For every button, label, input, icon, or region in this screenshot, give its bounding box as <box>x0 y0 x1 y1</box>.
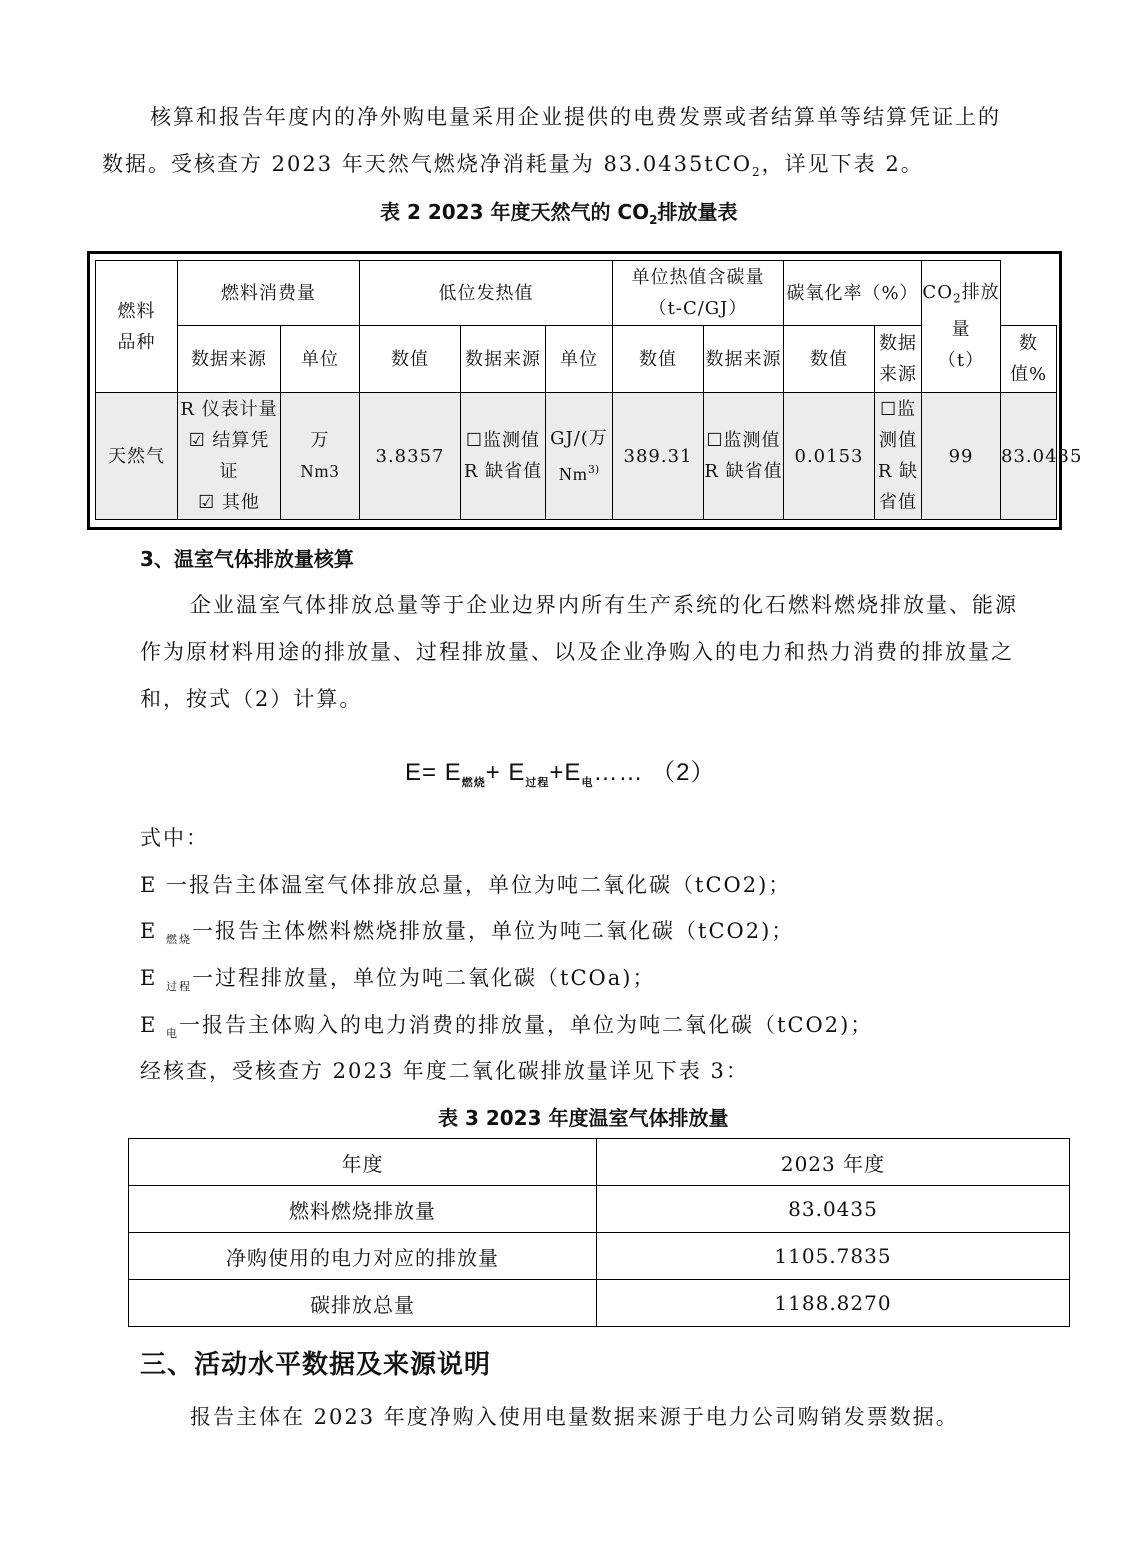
table-row <box>129 1139 1070 1186</box>
section-three-heading: 三、活动水平数据及来源说明 <box>140 1350 492 1380</box>
table-row <box>129 1280 1070 1327</box>
section3-para-1: 企业温室气体排放总量等于企业边界内所有生产系统的化石燃料燃烧排放量、能源 <box>190 593 1018 617</box>
table-cell: 碳排放总量 <box>129 1280 597 1327</box>
oxidation-header: 碳氧化率（%） <box>784 261 922 326</box>
carbon-value-header: 数值 <box>784 326 875 393</box>
ncv-value-cell: 389.31 <box>613 393 704 520</box>
ncv-unit-header: 单位 <box>546 326 613 393</box>
section3-para-3: 和，按式（2）计算。 <box>140 687 363 711</box>
where-label: 式中： <box>140 826 209 850</box>
table-cell: 1105.7835 <box>597 1233 1070 1280</box>
section-three-para: 报告主体在 2023 年度净购入使用电量数据来源于电力公司购销发票数据。 <box>190 1405 959 1429</box>
table3-caption: 表 3 2023 年度温室气体排放量 <box>438 1106 729 1130</box>
consumption-value-cell: 3.8357 <box>360 393 461 520</box>
ncv-header: 低位发热值 <box>360 261 613 326</box>
ghg-emission-table <box>128 1138 1070 1327</box>
co2-emission-header: $CO_2$排放 量 （t） <box>922 261 1001 393</box>
table-cell: 燃料燃烧排放量 <box>129 1186 597 1233</box>
table-row <box>129 1186 1070 1233</box>
consumption-header: 燃料消费量 <box>178 261 360 326</box>
table-cell: 83.0435 <box>597 1186 1070 1233</box>
table-cell: 1188.8270 <box>597 1280 1070 1327</box>
consumption-source-cell: R 仪表计量 ☑ 结算凭 证 ☑ 其他 <box>178 393 281 520</box>
definition-e-combustion: E $_{燃烧}$一报告主体燃料燃烧排放量，单位为吨二氧化碳（tCO2)； <box>140 919 795 947</box>
carbon-value-cell: 0.0153 <box>784 393 875 520</box>
definition-e: E 一报告主体温室气体排放总量，单位为吨二氧化碳（tCO2)； <box>140 873 792 897</box>
ncv-unit-cell: GJ/(万 Nm$^{3)}$ <box>546 393 613 520</box>
emission-formula: $E= E_{燃烧}+$ $E_{过程}+E_电\dots\dots$ （2） <box>405 759 716 789</box>
consumption-unit-header: 单位 <box>281 326 360 393</box>
conclusion-line: 经核查，受核查方 2023 年度二氧化碳排放量详见下表 3： <box>140 1059 749 1083</box>
consumption-source-header: 数据来源 <box>178 326 281 393</box>
ncv-value-header: 数值 <box>613 326 704 393</box>
table-cell: 年度 <box>129 1139 597 1186</box>
intro-line-1: 核算和报告年度内的净外购电量采用企业提供的电费发票或者结算单等结算凭证上的 <box>150 105 1001 129</box>
ncv-source-header: 数据来源 <box>461 326 546 393</box>
table-cell: 2023 年度 <box>597 1139 1070 1186</box>
co2-value-cell: 83.0435 <box>1001 393 1057 520</box>
section3-heading: 3、温室气体排放量核算 <box>140 547 354 571</box>
carbon-content-header: 单位热值含碳量 （t-C/GJ） <box>613 261 784 326</box>
fuel-name-cell: 天然气 <box>96 393 178 520</box>
carbon-source-cell: ☐监测值 R 缺省值 <box>704 393 784 520</box>
consumption-unit-cell: 万 Nm3 <box>281 393 360 520</box>
section3-para-2: 作为原材料用途的排放量、过程排放量、以及企业净购入的电力和热力消费的排放量之 <box>140 640 1014 664</box>
carbon-source-header: 数据来源 <box>704 326 784 393</box>
oxidation-value-cell: 99 <box>922 393 1001 520</box>
oxidation-value-header: 数 值% <box>1001 326 1057 393</box>
definition-e-electricity: E $_电$一报告主体购入的电力消费的排放量，单位为吨二氧化碳（tCO2)； <box>140 1013 874 1041</box>
oxidation-source-cell: ☐监测值 R 缺省值 <box>875 393 922 520</box>
ncv-source-cell: ☐监测值 R 缺省值 <box>461 393 546 520</box>
table-cell: 净购使用的电力对应的排放量 <box>129 1233 597 1280</box>
intro-line-2: 数据。受核查方 2023 年天然气燃烧净消耗量为 83.0435tCO$_2$，详见下表 2。 <box>102 152 924 180</box>
oxidation-source-header: 数据来源 <box>875 326 922 393</box>
table2-caption: 表 2 2023 年度天然气的 $CO_2$排放量表 <box>380 200 738 227</box>
definition-e-process: E $_{过程}$一过程排放量，单位为吨二氧化碳（tCOa)； <box>140 966 656 994</box>
table-row <box>129 1233 1070 1280</box>
consumption-value-header: 数值 <box>360 326 461 393</box>
co2-emission-table <box>95 260 1083 520</box>
fuel-type-header: 燃料 品种 <box>96 261 178 393</box>
